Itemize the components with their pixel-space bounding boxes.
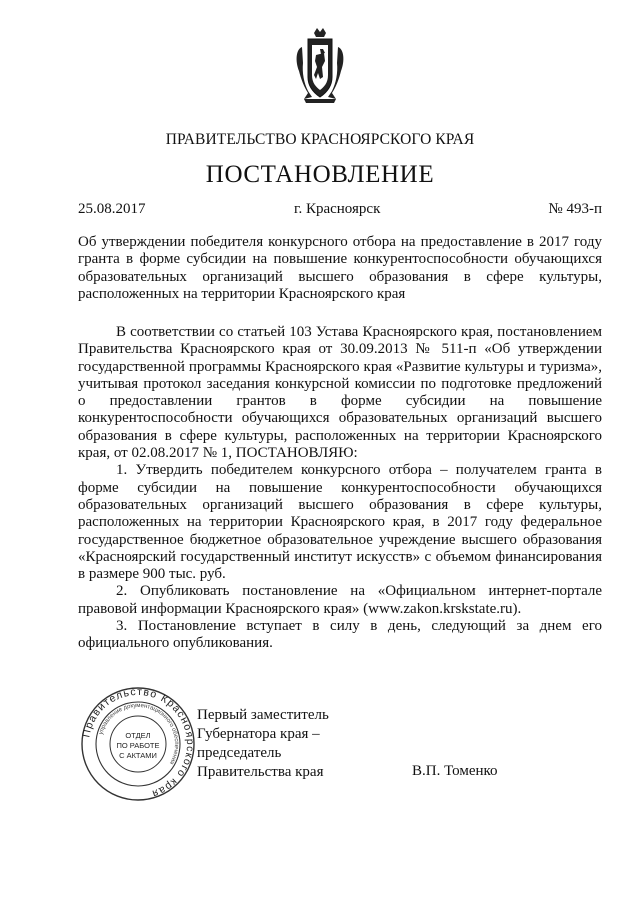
- stamp-inner-text: управление документационного обеспечения: [98, 702, 180, 766]
- document-number: № 493-п: [548, 201, 602, 217]
- document-subject: Об утверждении победителя конкурсного отбора на предоставление в 2017 году гранта в форме субсидии на повышение конкурентоспособности обучающихся образовательных организаций высшего образования в сфере культуры, расположенных на территории Красноярского края: [78, 234, 602, 302]
- government-name: ПРАВИТЕЛЬСТВО КРАСНОЯРСКОГО КРАЯ: [165, 131, 475, 148]
- signatory-line-4: Правительства края: [197, 764, 324, 780]
- official-stamp: [80, 686, 196, 802]
- signatory-line-1: Первый заместитель: [197, 707, 329, 723]
- item-3-paragraph: 3. Постановление вступает в силу в день, следующий за днем его официального опубликования.: [78, 618, 602, 652]
- document-date: 25.08.2017: [78, 201, 146, 217]
- document-title: ПОСТАНОВЛЕНИЕ: [205, 161, 435, 188]
- item-1-paragraph: 1. Утвердить победителем конкурсного отбора – получателем гранта в форме субсидии на повышение конкурентоспособности обучающихся образовательных организаций высшего образования в сфере культуры, расположенных на территории Красноярского края, в 2017 году федеральное государственное бюджетное образовательное учреждение высшего образования «Красноярский государственный институт искусств» с объемом финансирования в размере 900 тыс. руб.: [78, 462, 602, 583]
- stamp-outer-text: Правительство Красноярского края: [80, 686, 196, 800]
- signatory-line-3: председатель: [197, 745, 282, 761]
- document-city: г. Красноярск: [294, 201, 381, 217]
- coat-of-arms-icon: [294, 27, 346, 107]
- stamp-center-line-3: С АКТАМИ: [119, 751, 157, 760]
- signatory-name: В.П. Томенко: [412, 763, 498, 779]
- document-body: [78, 324, 602, 653]
- stamp-center-line-2: ПО РАБОТЕ: [116, 741, 160, 750]
- signatory-line-2: Губернатора края –: [197, 726, 320, 742]
- preamble-paragraph: В соответствии со статьей 103 Устава Красноярского края, постановлением Правительства Красноярского края от 30.09.2013 № 511-п «Об утверждении государственной программы Красноярского края «Развитие культуры и туризма», учитывая протокол заседания конкурсной комиссии по подготовке предложений о предоставлении грантов в форме субсидии на повышение конкурентоспособности обучающихся образовательных организаций высшего образования в сфере культуры, расположенных на территории Красноярского края, от 02.08.2017 № 1, ПОСТАНОВЛЯЮ:: [78, 324, 602, 462]
- stamp-center-line-1: ОТДЕЛ: [125, 731, 151, 740]
- item-2-paragraph: 2. Опубликовать постановление на «Официальном интернет-портале правовой информации Красноярского края» (www.zakon.krskstate.ru).: [78, 583, 602, 617]
- signatory-position: [197, 706, 329, 782]
